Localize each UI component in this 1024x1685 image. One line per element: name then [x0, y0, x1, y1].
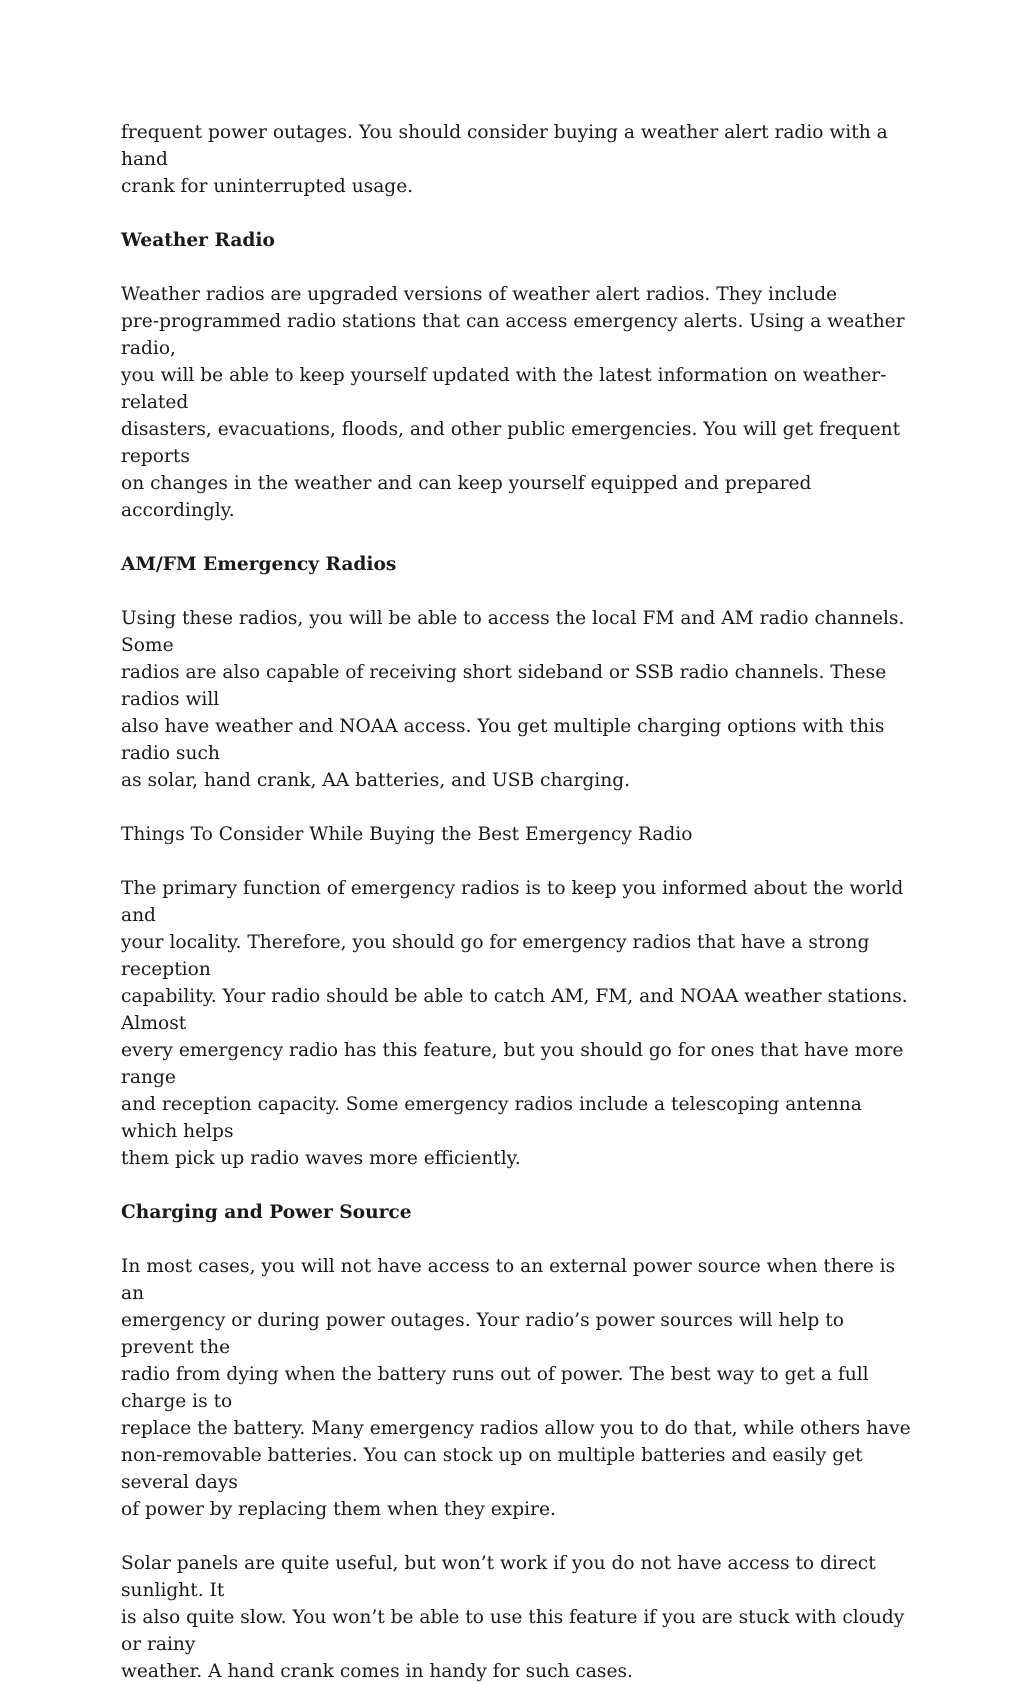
paragraph-power-outages: frequent power outages. You should consider buying a weather alert radio with a hand crank for uninterrupted usage.: [121, 122, 888, 197]
paragraph-am-fm-radios: Using these radios, you will be able to access the local FM and AM radio channels. Some radios are also capable of receiving short sideband or SSB radio channels. These radios will also have weather and NOAA access. You get multiple charging options with this radio such as solar, hand crank, AA batteries, and USB charging.: [121, 608, 905, 791]
paragraph-solar-panels: Solar panels are quite useful, but won’t work if you do not have access to direct sunlight. It is also quite slow. You won’t be able to use this feature if you are stuck with cloudy or rainy weather. A hand crank comes in handy for such cases.: [121, 1553, 905, 1682]
heading-weather-radio: Weather Radio: [121, 230, 275, 251]
heading-am-fm-emergency-radios: AM/FM Emergency Radios: [121, 554, 397, 575]
heading-charging-and-power-source: Charging and Power Source: [121, 1202, 412, 1223]
section-title-things-to-consider: Things To Consider While Buying the Best Emergency Radio: [121, 824, 693, 845]
paragraph-reception: The primary function of emergency radios is to keep you informed about the world and your locality. Therefore, you should go for emergency radios that have a strong reception capability. Your radio should be able to catch AM, FM, and NOAA weather stations. Almost every emergency radio has this feature, but you should go for ones that have more range and reception capacity. Some emergency radios include a telescoping antenna which helps them pick up radio waves more efficiently.: [121, 878, 908, 1169]
paragraph-weather-radio: Weather radios are upgraded versions of weather alert radios. They include pre-programmed radio stations that can access emergency alerts. Using a weather radio, you will be able to keep yourself updated with the latest information on weather-related disasters, evacuations, floods, and other public emergencies. You will get frequent reports on changes in the weather and can keep yourself equipped and prepared accordingly.: [121, 284, 905, 521]
paragraph-power-source: In most cases, you will not have access to an external power source when there is an emergency or during power outages. Your radio’s power sources will help to prevent the radio from dying when the battery runs out of power. The best way to get a full charge is to replace the battery. Many emergency radios allow you to do that, while others have non-removable batteries. You can stock up on multiple batteries and easily get several days of power by replacing them when they expire.: [121, 1256, 911, 1520]
